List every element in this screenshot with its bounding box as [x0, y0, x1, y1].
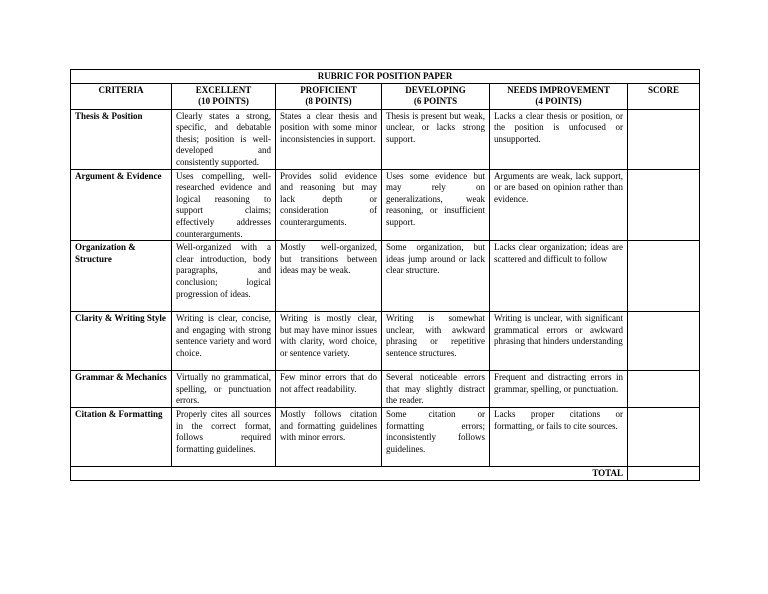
header-proficient	[276, 83, 382, 109]
developing-cell: Uses some evidence but may rely on generalizations, weak reasoning, or insufficient support.	[382, 169, 490, 241]
table-row	[71, 371, 700, 408]
score-cell[interactable]	[628, 241, 700, 312]
table-row	[71, 312, 700, 371]
score-cell[interactable]	[628, 109, 700, 169]
table-row	[71, 109, 700, 169]
proficient-cell: States a clear thesis and position with some minor inconsistencies in support.	[276, 109, 382, 169]
developing-cell: Writing is somewhat unclear, with awkward phrasing or repetitive sentence structures.	[382, 312, 490, 371]
needs-improvement-cell: Lacks a clear thesis or position, or the position is unfocused or unsupported.	[490, 109, 628, 169]
rubric-table	[70, 69, 700, 481]
table-row	[71, 169, 700, 241]
header-proficient-line2: (8 POINTS)	[305, 96, 352, 107]
excellent-cell: Well-organized with a clear introduction, body paragraphs, and conclusion; logical progression of ideas.	[172, 241, 276, 312]
score-cell[interactable]	[628, 169, 700, 241]
header-row	[71, 83, 700, 109]
needs-improvement-cell: Lacks clear organization; ideas are scattered and difficult to follow	[490, 241, 628, 312]
developing-cell: Some citation or formatting errors; inconsistently follows guidelines.	[382, 407, 490, 466]
header-developing-line2: (6 POINTS	[413, 96, 458, 107]
header-score	[628, 83, 700, 109]
excellent-cell: Properly cites all sources in the correct format, follows required formatting guidelines.	[172, 407, 276, 466]
score-cell[interactable]	[628, 312, 700, 371]
criteria-cell: Thesis & Position	[71, 109, 172, 169]
total-row	[71, 466, 700, 480]
header-proficient-line1: PROFICIENT	[300, 84, 357, 95]
excellent-cell: Virtually no grammatical, spelling, or punctuation errors.	[172, 371, 276, 408]
developing-cell: Some organization, but ideas jump around or lack clear structure.	[382, 241, 490, 312]
excellent-cell: Uses compelling, well-researched evidence and logical reasoning to support claims; effectively addresses counterarguments.	[172, 169, 276, 241]
total-score-cell[interactable]	[628, 466, 700, 480]
header-criteria-line1: CRITERIA	[98, 84, 144, 95]
developing-cell: Several noticeable errors that may slightly distract the reader.	[382, 371, 490, 408]
header-excellent-line1: EXCELLENT	[195, 84, 252, 95]
criteria-cell: Citation & Formatting	[71, 407, 172, 466]
header-excellent	[172, 83, 276, 109]
header-developing-line1: DEVELOPING	[405, 84, 466, 95]
header-needs-improvement	[490, 83, 628, 109]
total-label: TOTAL	[71, 466, 628, 480]
rubric-title: RUBRIC FOR POSITION PAPER	[71, 70, 700, 84]
title-row	[71, 70, 700, 84]
score-cell[interactable]	[628, 371, 700, 408]
proficient-cell: Mostly well-organized, but transitions between ideas may be weak.	[276, 241, 382, 312]
criteria-cell: Grammar & Mechanics	[71, 371, 172, 408]
header-needs-line1: NEEDS IMPROVEMENT	[507, 84, 610, 95]
proficient-cell: Provides solid evidence and reasoning but may lack depth or consideration of counterarguments.	[276, 169, 382, 241]
needs-improvement-cell: Lacks proper citations or formatting, or fails to cite sources.	[490, 407, 628, 466]
table-row	[71, 407, 700, 466]
criteria-cell: Argument & Evidence	[71, 169, 172, 241]
excellent-cell: Writing is clear, concise, and engaging with strong sentence variety and word choice.	[172, 312, 276, 371]
excellent-cell: Clearly states a strong, specific, and debatable thesis; position is well-developed and consistently supported.	[172, 109, 276, 169]
criteria-cell: Clarity & Writing Style	[71, 312, 172, 371]
header-needs-line2: (4 POINTS)	[535, 96, 582, 107]
header-criteria	[71, 83, 172, 109]
criteria-cell: Organization & Structure	[71, 241, 172, 312]
developing-cell: Thesis is present but weak, unclear, or lacks strong support.	[382, 109, 490, 169]
header-excellent-line2: (10 POINTS)	[198, 96, 249, 107]
score-cell[interactable]	[628, 407, 700, 466]
needs-improvement-cell: Writing is unclear, with significant grammatical errors or awkward phrasing that hinders understanding	[490, 312, 628, 371]
proficient-cell: Few minor errors that do not affect readability.	[276, 371, 382, 408]
proficient-cell: Mostly follows citation and formatting guidelines with minor errors.	[276, 407, 382, 466]
header-score-line1: SCORE	[648, 84, 680, 95]
needs-improvement-cell: Arguments are weak, lack support, or are based on opinion rather than evidence.	[490, 169, 628, 241]
header-developing	[382, 83, 490, 109]
needs-improvement-cell: Frequent and distracting errors in grammar, spelling, or punctuation.	[490, 371, 628, 408]
table-row	[71, 241, 700, 312]
proficient-cell: Writing is mostly clear, but may have minor issues with clarity, word choice, or sentence variety.	[276, 312, 382, 371]
